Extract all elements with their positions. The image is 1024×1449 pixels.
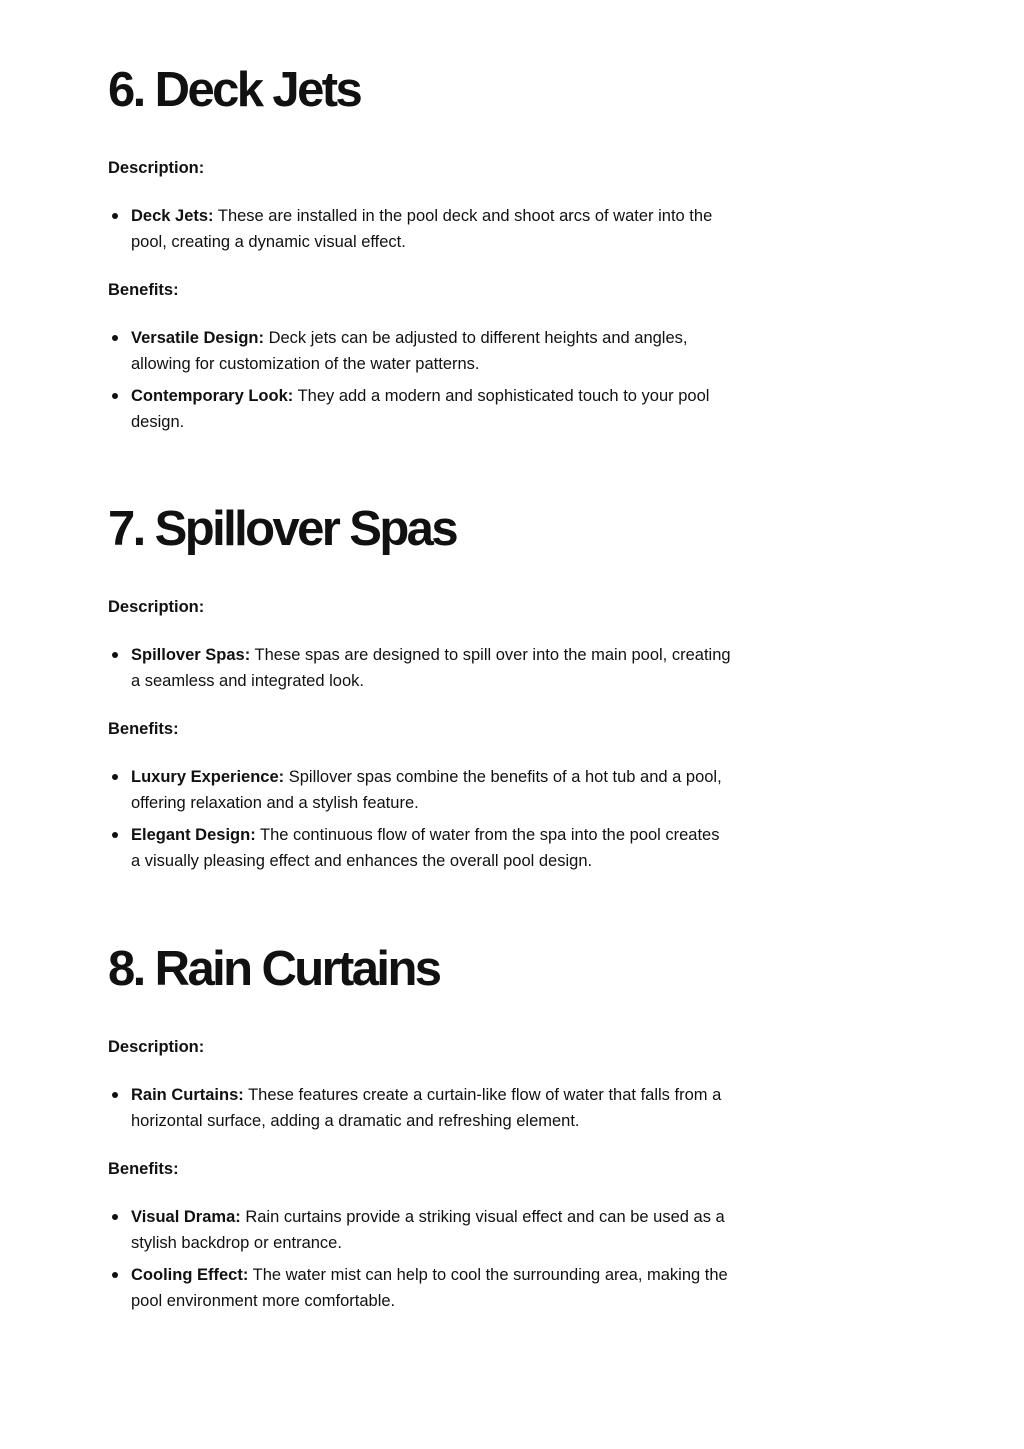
benefits-label: Benefits: <box>108 281 179 299</box>
bullet-icon <box>112 1272 118 1278</box>
section-heading: 6. Deck Jets <box>108 63 361 117</box>
bullet-icon <box>112 1092 118 1098</box>
item-term: Contemporary Look: <box>131 387 294 405</box>
item-term: Luxury Experience: <box>131 768 285 786</box>
list-item <box>108 642 731 694</box>
bullet-icon <box>112 652 118 658</box>
description-label: Description: <box>108 1038 205 1056</box>
benefits-label: Benefits: <box>108 1160 179 1178</box>
list-item <box>108 203 731 255</box>
section-heading: 8. Rain Curtains <box>108 942 440 996</box>
description-label: Description: <box>108 598 205 616</box>
item-term: Deck Jets: <box>131 207 214 225</box>
description-list <box>108 1082 748 1134</box>
list-item <box>108 764 731 816</box>
item-text: These features create a curtain-like flow of water that falls from a horizontal surface, adding a dramatic and refreshing element. <box>131 1086 722 1130</box>
list-item <box>108 822 731 874</box>
bullet-icon <box>112 774 118 780</box>
list-item <box>108 325 731 377</box>
item-text: The water mist can help to cool the surrounding area, making the pool environment more comfortable. <box>131 1266 728 1310</box>
list-item <box>108 1204 731 1256</box>
benefits-list <box>108 325 748 435</box>
item-term: Versatile Design: <box>131 329 264 347</box>
bullet-icon <box>112 213 118 219</box>
item-term: Visual Drama: <box>131 1208 241 1226</box>
list-item <box>108 1262 731 1314</box>
item-text: Deck jets can be adjusted to different heights and angles, allowing for customization of the water patterns. <box>131 329 688 373</box>
item-text: These are installed in the pool deck and shoot arcs of water into the pool, creating a dynamic visual effect. <box>131 207 713 251</box>
description-list <box>108 203 748 255</box>
section-deck-jets <box>108 58 748 435</box>
item-text: Spillover spas combine the benefits of a hot tub and a pool, offering relaxation and a stylish feature. <box>131 768 722 812</box>
item-term: Spillover Spas: <box>131 646 251 664</box>
benefits-list <box>108 1204 748 1314</box>
item-text: Rain curtains provide a striking visual effect and can be used as a stylish backdrop or entrance. <box>131 1208 725 1252</box>
item-text: The continuous flow of water from the spa into the pool creates a visually pleasing effect and enhances the overall pool design. <box>131 826 720 870</box>
item-term: Cooling Effect: <box>131 1266 249 1284</box>
item-text: They add a modern and sophisticated touch to your pool design. <box>131 387 710 431</box>
benefits-label: Benefits: <box>108 720 179 738</box>
bullet-icon <box>112 1214 118 1220</box>
bullet-icon <box>112 393 118 399</box>
section-heading: 7. Spillover Spas <box>108 502 456 556</box>
benefits-list <box>108 764 748 874</box>
item-term: Elegant Design: <box>131 826 256 844</box>
bullet-icon <box>112 832 118 838</box>
list-item <box>108 1082 731 1134</box>
item-term: Rain Curtains: <box>131 1086 244 1104</box>
bullet-icon <box>112 335 118 341</box>
section-rain-curtains <box>108 937 748 1314</box>
list-item <box>108 383 731 435</box>
section-spillover-spas <box>108 497 748 874</box>
description-list <box>108 642 748 694</box>
item-text: These spas are designed to spill over into the main pool, creating a seamless and integrated look. <box>131 646 731 690</box>
description-label: Description: <box>108 159 205 177</box>
